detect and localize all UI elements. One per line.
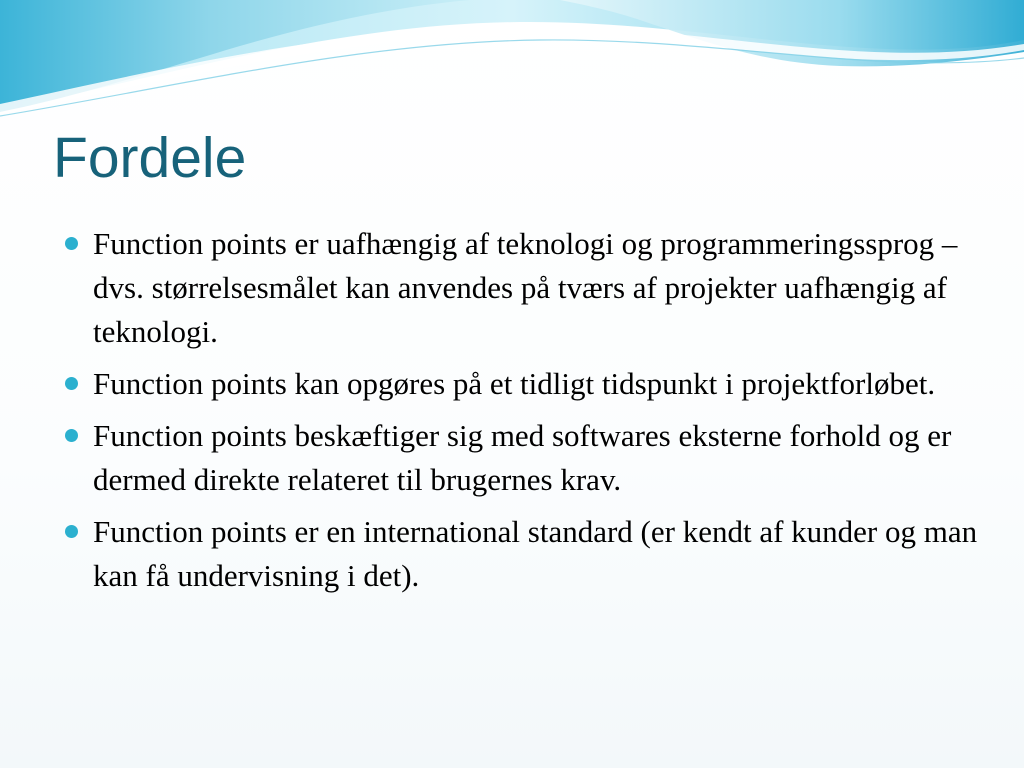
bullet-dot-icon (65, 237, 78, 250)
bullet-item (62, 362, 982, 406)
bullet-item (62, 222, 982, 354)
bullet-item (62, 414, 982, 502)
bullet-text: Function points er uafhængig af teknologi og programmeringssprog – dvs. størrelsesmålet kan anvendes på tværs af projekter uafhængig af teknologi. (93, 226, 958, 349)
decorative-wave-header (0, 0, 1024, 130)
bullet-text: Function points kan opgøres på et tidligt tidspunkt i projektforløbet. (93, 366, 936, 401)
bullet-list (62, 222, 982, 606)
bullet-dot-icon (65, 377, 78, 390)
bullet-dot-icon (65, 525, 78, 538)
bullet-dot-icon (65, 429, 78, 442)
bullet-text: Function points er en international standard (er kendt af kunder og man kan få undervisning i det). (93, 514, 978, 593)
slide-title: Fordele (53, 126, 247, 190)
bullet-text: Function points beskæftiger sig med softwares eksterne forhold og er dermed direkte relateret til brugernes krav. (93, 418, 952, 497)
bullet-item (62, 510, 982, 598)
